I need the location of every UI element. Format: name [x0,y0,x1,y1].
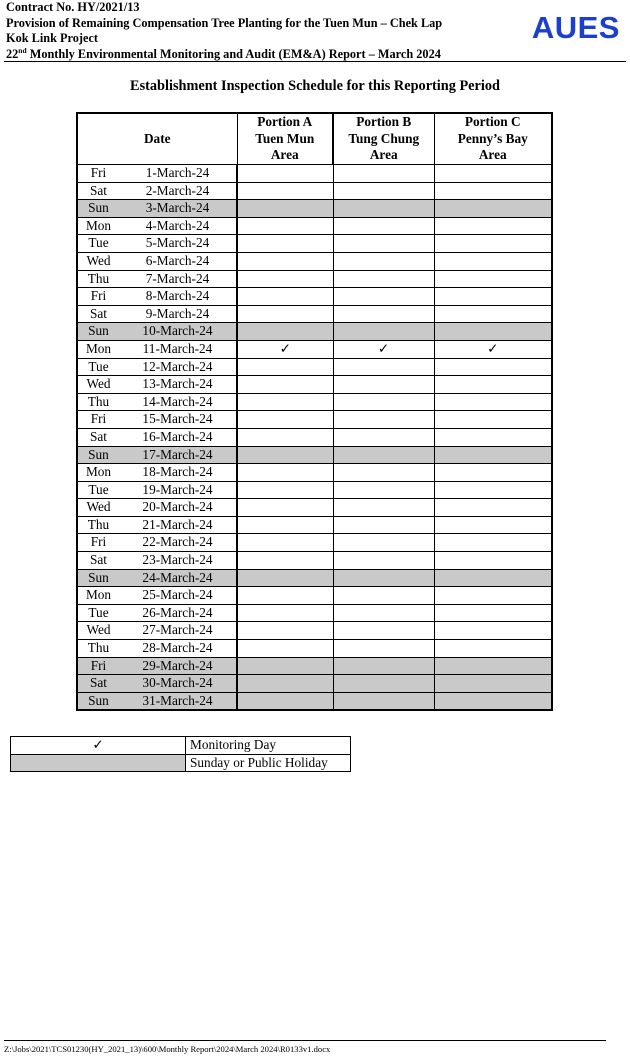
legend-table [10,736,351,772]
cell-portion-c [434,657,552,675]
row-date: 8-March-24 [119,288,237,306]
table-row [77,323,552,341]
table-row [77,587,552,605]
table-row [77,481,552,499]
row-day: Wed [77,622,119,640]
cell-portion-c [434,182,552,200]
cell-portion-b [333,481,434,499]
table-row [77,270,552,288]
row-date: 23-March-24 [119,552,237,570]
cell-portion-c [434,604,552,622]
cell-portion-a [237,534,333,552]
table-row [77,217,552,235]
row-day: Sat [77,675,119,693]
row-date: 26-March-24 [119,604,237,622]
cell-portion-b [333,393,434,411]
row-day: Sat [77,305,119,323]
table-row [77,534,552,552]
cell-portion-c [434,323,552,341]
cell-portion-b [333,182,434,200]
cell-portion-c [434,200,552,218]
cell-portion-c [434,393,552,411]
row-day: Sun [77,323,119,341]
row-day: Mon [77,217,119,235]
row-date: 27-March-24 [119,622,237,640]
table-header-row [77,113,552,165]
contract-number: Contract No. HY/2021/13 [6,0,140,14]
table-row [77,235,552,253]
cell-portion-a [237,165,333,183]
cell-portion-a [237,270,333,288]
cell-portion-b [333,323,434,341]
cell-portion-b [333,622,434,640]
cell-portion-c [434,288,552,306]
table-row [77,182,552,200]
cell-portion-b [333,552,434,570]
project-title-line-1: Provision of Remaining Compensation Tree Planting for the Tuen Mun – Chek Lap [6,15,443,30]
row-date: 11-March-24 [119,340,237,358]
row-day: Wed [77,499,119,517]
cell-portion-b [333,288,434,306]
cell-portion-a [237,587,333,605]
cell-portion-b [333,270,434,288]
row-day: Sun [77,200,119,218]
cell-portion-a [237,622,333,640]
row-date: 22-March-24 [119,534,237,552]
cell-portion-c [434,569,552,587]
cell-portion-c [434,464,552,482]
row-day: Sat [77,552,119,570]
row-day: Sun [77,569,119,587]
row-day: Fri [77,288,119,306]
cell-portion-b [333,499,434,517]
report-title [6,47,616,63]
row-day: Mon [77,340,119,358]
row-date: 20-March-24 [119,499,237,517]
row-day: Thu [77,270,119,288]
cell-portion-c [434,446,552,464]
cell-portion-c [434,587,552,605]
table-row [77,499,552,517]
project-title-line-2: Kok Link Project [6,31,98,45]
row-date: 17-March-24 [119,446,237,464]
row-date: 16-March-24 [119,428,237,446]
table-row [77,446,552,464]
cell-portion-b [333,165,434,183]
table-row [77,622,552,640]
row-day: Tue [77,358,119,376]
cell-portion-b [333,200,434,218]
cell-portion-a [237,393,333,411]
table-row [77,376,552,394]
legend-holiday-label: Sunday or Public Holiday [186,754,351,772]
row-day: Sun [77,446,119,464]
header-portion-b: Portion B Tung Chung Area [333,113,434,165]
cell-portion-b [333,604,434,622]
cell-portion-a [237,358,333,376]
row-date: 29-March-24 [119,657,237,675]
cell-portion-a [237,675,333,693]
cell-portion-c [434,622,552,640]
check-mark-icon: ✓ [11,737,186,755]
cell-portion-c [434,358,552,376]
cell-portion-b [333,464,434,482]
cell-portion-b [333,534,434,552]
row-day: Tue [77,235,119,253]
aues-logo: AUES [531,10,620,45]
cell-portion-b [333,657,434,675]
row-day: Sat [77,182,119,200]
row-date: 7-March-24 [119,270,237,288]
row-day: Thu [77,393,119,411]
row-day: Wed [77,252,119,270]
cell-portion-a [237,323,333,341]
cell-portion-b [333,675,434,693]
row-date: 24-March-24 [119,569,237,587]
cell-portion-a [237,692,333,710]
cell-portion-a [237,182,333,200]
cell-portion-b [333,411,434,429]
table-row [77,288,552,306]
cell-portion-c [434,165,552,183]
cell-portion-a [237,640,333,658]
cell-portion-b [333,235,434,253]
cell-portion-a [237,552,333,570]
row-date: 3-March-24 [119,200,237,218]
cell-portion-c [434,516,552,534]
cell-portion-b [333,358,434,376]
cell-portion-c [434,481,552,499]
table-row [77,464,552,482]
cell-portion-a [237,305,333,323]
row-day: Tue [77,481,119,499]
table-row [77,340,552,358]
footer-divider [4,1040,606,1041]
table-row [77,200,552,218]
table-row [77,358,552,376]
grey-swatch [11,754,186,772]
cell-portion-a [237,252,333,270]
header-portion-a: Portion A Tuen Mun Area [237,113,333,165]
row-date: 15-March-24 [119,411,237,429]
cell-portion-b [333,587,434,605]
cell-portion-c [434,534,552,552]
row-date: 9-March-24 [119,305,237,323]
table-row [77,305,552,323]
legend-monitoring-label: Monitoring Day [186,737,351,755]
header-date: Date [77,113,237,165]
footer-file-path: Z:\Jobs\2021\TCS01230(HY_2021_13)\600\Monthly Report\2024\March 2024\R0133v1.docx [4,1044,331,1054]
table-row [77,657,552,675]
row-date: 13-March-24 [119,376,237,394]
table-row [77,428,552,446]
cell-portion-b [333,640,434,658]
cell-portion-b [333,569,434,587]
cell-portion-c [434,252,552,270]
header-divider [4,61,626,62]
row-date: 28-March-24 [119,640,237,658]
cell-portion-c [434,675,552,693]
schedule-body [77,165,552,711]
cell-portion-a [237,411,333,429]
check-mark-icon: ✓ [434,340,552,358]
row-day: Fri [77,165,119,183]
row-date: 1-March-24 [119,165,237,183]
cell-portion-b [333,692,434,710]
cell-portion-a [237,376,333,394]
legend-row-holiday [11,754,351,772]
cell-portion-a [237,464,333,482]
cell-portion-a [237,481,333,499]
table-row [77,411,552,429]
table-row [77,604,552,622]
cell-portion-a [237,499,333,517]
row-date: 14-March-24 [119,393,237,411]
row-day: Sat [77,428,119,446]
row-date: 2-March-24 [119,182,237,200]
row-date: 21-March-24 [119,516,237,534]
row-date: 25-March-24 [119,587,237,605]
report-title-rest: Monthly Environmental Monitoring and Audit (EM&A) Report – March 2024 [26,46,441,61]
table-row [77,552,552,570]
cell-portion-c [434,692,552,710]
cell-portion-a [237,428,333,446]
cell-portion-b [333,428,434,446]
schedule-title: Establishment Inspection Schedule for this Reporting Period [130,78,500,94]
cell-portion-b [333,446,434,464]
cell-portion-b [333,376,434,394]
report-number: 22 [6,46,19,61]
cell-portion-a [237,657,333,675]
cell-portion-a [237,516,333,534]
cell-portion-c [434,305,552,323]
row-day: Fri [77,411,119,429]
row-day: Tue [77,604,119,622]
row-date: 31-March-24 [119,692,237,710]
table-row [77,692,552,710]
row-day: Thu [77,640,119,658]
legend-row-monitoring [11,737,351,755]
cell-portion-a [237,569,333,587]
row-date: 19-March-24 [119,481,237,499]
cell-portion-c [434,411,552,429]
row-day: Sun [77,692,119,710]
table-row [77,252,552,270]
table-row [77,569,552,587]
header-portion-c: Portion C Penny’s Bay Area [434,113,552,165]
cell-portion-c [434,499,552,517]
row-day: Fri [77,657,119,675]
row-date: 6-March-24 [119,252,237,270]
cell-portion-b [333,252,434,270]
cell-portion-c [434,270,552,288]
table-row [77,675,552,693]
cell-portion-c [434,428,552,446]
row-date: 30-March-24 [119,675,237,693]
row-date: 18-March-24 [119,464,237,482]
cell-portion-a [237,235,333,253]
cell-portion-b [333,305,434,323]
cell-portion-a [237,288,333,306]
table-row [77,516,552,534]
check-mark-icon: ✓ [333,340,434,358]
table-row [77,393,552,411]
cell-portion-c [434,640,552,658]
cell-portion-c [434,217,552,235]
table-row [77,640,552,658]
cell-portion-c [434,552,552,570]
row-date: 4-March-24 [119,217,237,235]
document-header [6,0,616,62]
table-row [77,165,552,183]
inspection-schedule-table [76,112,553,711]
cell-portion-b [333,217,434,235]
report-ordinal-suffix: nd [18,45,27,55]
row-day: Mon [77,464,119,482]
row-day: Thu [77,516,119,534]
row-day: Mon [77,587,119,605]
row-day: Fri [77,534,119,552]
cell-portion-c [434,376,552,394]
cell-portion-c [434,235,552,253]
cell-portion-a [237,446,333,464]
cell-portion-a [237,604,333,622]
cell-portion-a [237,200,333,218]
row-date: 5-March-24 [119,235,237,253]
row-day: Wed [77,376,119,394]
row-date: 10-March-24 [119,323,237,341]
row-date: 12-March-24 [119,358,237,376]
check-mark-icon: ✓ [237,340,333,358]
cell-portion-a [237,217,333,235]
cell-portion-b [333,516,434,534]
